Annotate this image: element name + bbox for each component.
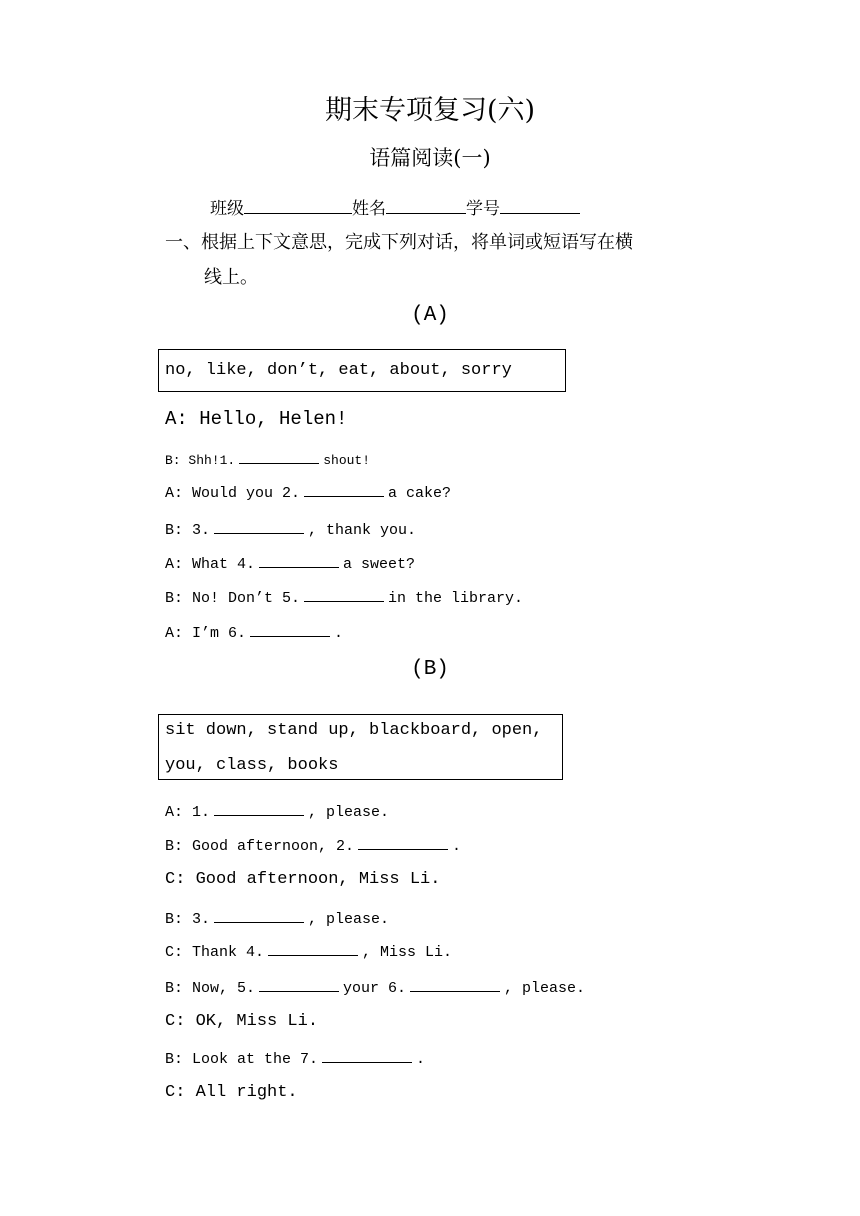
dialogue-a-line-0	[165, 408, 347, 430]
dialogue-b-line-6	[165, 1012, 318, 1031]
answer-blank-b7[interactable]	[322, 1050, 412, 1063]
answer-blank-a2[interactable]	[304, 484, 384, 497]
word-bank-a	[158, 349, 566, 392]
number-blank[interactable]	[500, 199, 580, 214]
dialogue-text: B: Good afternoon, 2.	[165, 838, 355, 855]
answer-blank-b3[interactable]	[214, 910, 304, 923]
word-bank-b-text-1: sit down, stand up, blackboard, open,	[165, 721, 543, 740]
dialogue-text: , please.	[504, 980, 586, 997]
name-blank[interactable]	[386, 199, 466, 214]
dialogue-text: , please.	[308, 804, 390, 821]
dialogue-text: .	[334, 625, 344, 642]
dialogue-text: B: Look at the 7.	[165, 1051, 319, 1068]
dialogue-text: A: Would you 2.	[165, 485, 301, 502]
dialogue-a-line-4	[165, 555, 415, 573]
answer-blank-a6[interactable]	[250, 624, 330, 637]
dialogue-text: A: I’m 6.	[165, 625, 247, 642]
dialogue-text: shout!	[323, 453, 371, 468]
dialogue-b-line-3	[165, 910, 389, 928]
dialogue-b-line-1	[165, 837, 461, 855]
answer-blank-a3[interactable]	[214, 521, 304, 534]
dialogue-text: B: Now, 5.	[165, 980, 256, 997]
dialogue-text: A: 1.	[165, 804, 211, 821]
dialogue-text: a sweet?	[343, 556, 416, 573]
dialogue-text: B: 3.	[165, 522, 211, 539]
section-b-label: (B)	[411, 658, 449, 681]
dialogue-text: C: Thank 4.	[165, 944, 265, 961]
dialogue-b-line-0	[165, 803, 389, 821]
dialogue-text: C: OK, Miss Li.	[165, 1012, 319, 1031]
dialogue-b-line-2	[165, 870, 440, 889]
dialogue-a-line-1	[165, 451, 370, 468]
dialogue-a-line-6	[165, 624, 343, 642]
dialogue-text: .	[416, 1051, 426, 1068]
class-label: 班级	[210, 199, 244, 219]
class-blank[interactable]	[244, 199, 352, 214]
dialogue-text: B: Shh!1.	[165, 453, 236, 468]
word-bank-b-text-2: you, class, books	[165, 756, 339, 775]
answer-blank-b2[interactable]	[358, 837, 448, 850]
answer-blank-a4[interactable]	[259, 555, 339, 568]
dialogue-text: B: 3.	[165, 911, 211, 928]
page-subtitle: 语篇阅读(一)	[369, 146, 491, 170]
dialogue-text: , please.	[308, 911, 390, 928]
instruction-line-2: 线上。	[204, 267, 258, 288]
answer-blank-b4[interactable]	[268, 943, 358, 956]
word-bank-a-text: no, like, don’t, eat, about, sorry	[165, 361, 512, 380]
dialogue-text: A: What 4.	[165, 556, 256, 573]
number-label: 学号	[466, 199, 500, 219]
word-bank-b	[158, 714, 563, 780]
dialogue-a-line-2	[165, 484, 451, 502]
dialogue-text: , thank you.	[308, 522, 417, 539]
instruction-line-1: 一、根据上下文意思，完成下列对话，将单词或短语写在横	[165, 232, 633, 253]
section-a-label: (A)	[411, 304, 449, 327]
dialogue-text: C: All right.	[165, 1083, 298, 1102]
dialogue-b-line-7	[165, 1050, 425, 1068]
dialogue-b-line-4	[165, 943, 452, 961]
name-label: 姓名	[352, 199, 386, 219]
dialogue-text: C: Good afternoon, Miss Li.	[165, 870, 441, 889]
answer-blank-b1[interactable]	[214, 803, 304, 816]
dialogue-text: A: Hello, Helen!	[165, 408, 348, 430]
answer-blank-b6[interactable]	[410, 979, 500, 992]
dialogue-text: a cake?	[388, 485, 452, 502]
page-title: 期末专项复习(六)	[324, 95, 536, 126]
dialogue-text: B: No! Don’t 5.	[165, 590, 301, 607]
answer-blank-a5[interactable]	[304, 589, 384, 602]
dialogue-text: your 6.	[343, 980, 407, 997]
dialogue-a-line-5	[165, 589, 523, 607]
dialogue-text: .	[452, 838, 462, 855]
dialogue-text: in the library.	[388, 590, 524, 607]
dialogue-b-line-5	[165, 979, 585, 997]
student-info-row	[210, 194, 580, 219]
dialogue-text: , Miss Li.	[362, 944, 453, 961]
answer-blank-b5[interactable]	[259, 979, 339, 992]
dialogue-a-line-3	[165, 521, 416, 539]
answer-blank-a1[interactable]	[239, 451, 319, 464]
dialogue-b-line-8	[165, 1083, 298, 1102]
